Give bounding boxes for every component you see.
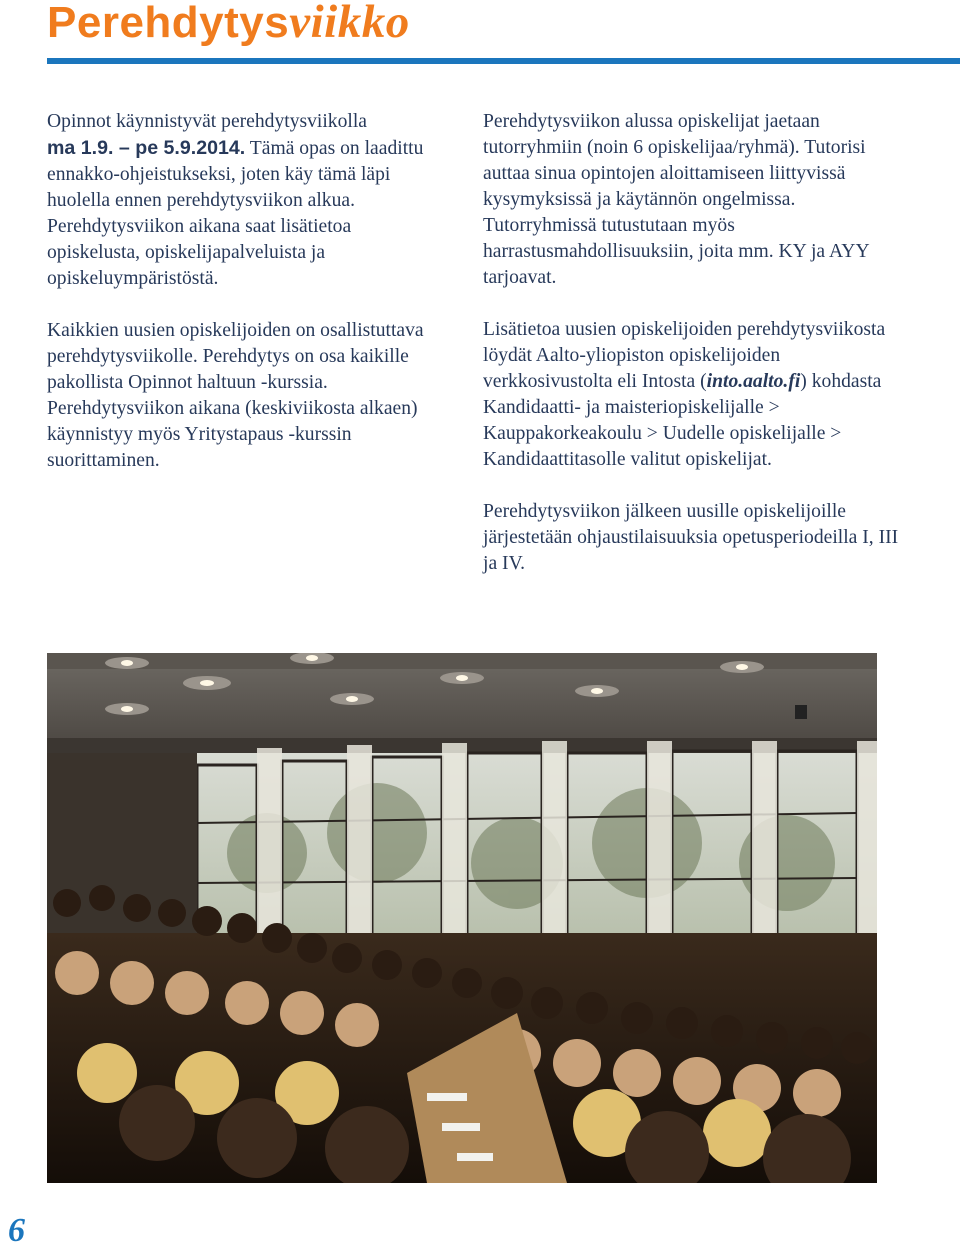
info-text: Lisätietoa uusien opiskelijoiden perehdytysviikosta löydät Aalto-yliopiston opiskelijoiden verkkosivustolta eli Intosta ( (483, 319, 886, 392)
mandatory-paragraph: Kaikkien uusien opiskelijoiden on osallistuttava perehdytysviikolle. Perehdytys on osa kaikille pakollista Opinnot haltuun -kurssia. Perehdytysviikon aikana (keskiviikosta alkaen) käynnistyy myös Yritystapaus -kurssin suorittaminen. (47, 320, 424, 471)
guidance-paragraph: Perehdytysviikon jälkeen uusille opiskelijoille järjestetään ohjaustilaisuuksia opetusperiodeilla I, III ja IV. (483, 501, 899, 574)
left-column (47, 109, 447, 500)
right-column (483, 109, 903, 603)
title-rule (47, 58, 960, 64)
page-title (47, 0, 410, 49)
orientation-dates: ma 1.9. – pe 5.9.2014. (47, 137, 246, 159)
page-title-regular: Perehdytys (47, 0, 290, 47)
into-link[interactable]: into.aalto.fi (706, 371, 801, 392)
page-number: 6 (8, 1212, 25, 1249)
tutor-paragraph: Perehdytysviikon alussa opiskelijat jaetaan tutorryhmiin (noin 6 opiskelijaa/ryhmä). Tutorisi auttaa sinua opintojen aloittamiseen liittyvissä kysymyksissä ja käytännön ongelmissa. Tutorryhmissä tutustutaan myös harrastusmahdollisuuksiin, joita mm. KY ja AYY tarjoavat. (483, 111, 869, 288)
intro-text: Opinnot käynnistyvät perehdytysviikolla (47, 111, 367, 132)
info-text-cont: ) kohdasta Kandidaatti- ja maisteriopiskelijalle > Kauppakorkeakoulu > Uudelle opiskelijalle > Kandidaattitasolle valitut opiskelijat. (483, 371, 882, 470)
intro-text-cont: Tämä opas on laadittu ennakko-ohjeistukseksi, joten käy tämä läpi huolella ennen perehdytysviikon alkua. Perehdytysviikon aikana saat lisätietoa opiskelusta, opiskelijapalveluista ja opiskeluympäristöstä. (47, 138, 424, 289)
info-paragraph (483, 317, 903, 473)
lecture-hall-photo (47, 653, 877, 1183)
page-title-italic: viikko (289, 0, 410, 48)
intro-paragraph (47, 109, 447, 292)
